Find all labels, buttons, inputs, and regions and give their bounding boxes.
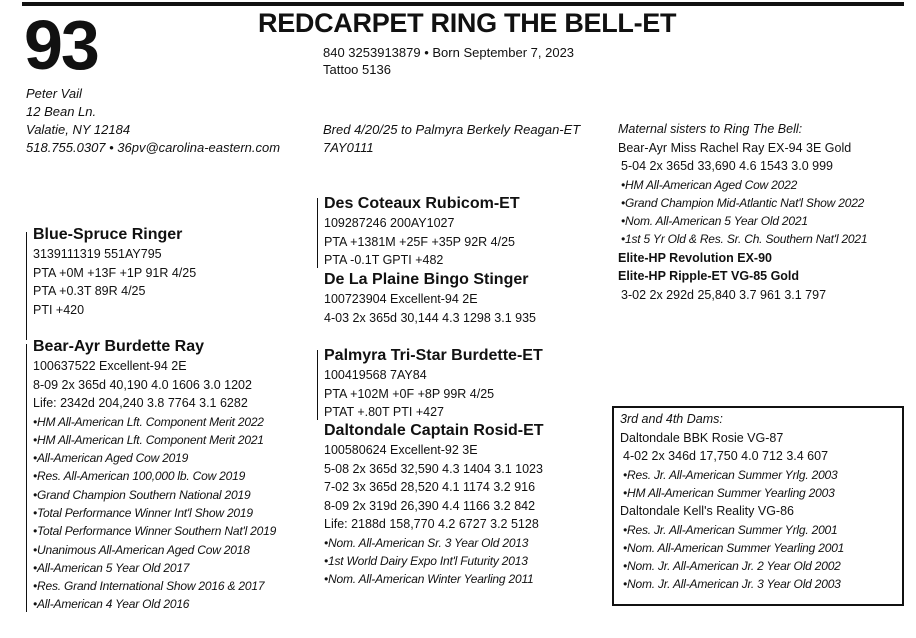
dam-sire-line: PTAT +.80T PTI +427 (324, 405, 444, 419)
dam-honor: •Res. Grand International Show 2016 & 2017 (33, 579, 265, 594)
reg-line: 840 3253913879 • Born September 7, 2023 (323, 45, 575, 60)
sire-dam-name: De La Plaine Bingo Stinger (324, 271, 529, 288)
dam-dam-line: 100580624 Excellent-92 3E (324, 443, 478, 457)
dams-box-content (620, 410, 844, 594)
dam-sire-bracket (317, 350, 318, 420)
dam-line: 100637522 Excellent-94 2E (33, 359, 187, 373)
consignor-address: 12 Bean Ln. (26, 104, 97, 119)
dam-line: 8-09 2x 365d 40,190 4.0 1606 3.0 1202 (33, 377, 252, 392)
sire-block (33, 225, 196, 319)
dam-honor: •HM All-American Lft. Component Merit 2022 (33, 414, 264, 429)
sister-honor: •Nom. All-American 5 Year Old 2021 (621, 214, 808, 229)
dam4-name: Daltondale Kell's Reality VG-86 (620, 504, 794, 519)
dam-dam-block (324, 421, 544, 588)
dam-dam-honor: •1st World Dairy Expo Int'l Futurity 2013 (324, 553, 528, 568)
dam-dam-honor: •Nom. All-American Winter Yearling 2011 (324, 572, 534, 587)
dam-sire-name: Palmyra Tri-Star Burdette-ET (324, 347, 543, 364)
dam-honor: •Unanimous All-American Aged Cow 2018 (33, 542, 250, 557)
animal-title: REDCARPET RING THE BELL-ET (258, 8, 677, 38)
consignor-name: Peter Vail (26, 86, 82, 101)
lot-number: 93 (24, 6, 98, 84)
sire-bracket (26, 232, 27, 340)
sire-dam-line: 4-03 2x 365d 30,144 4.3 1298 3.1 935 (324, 310, 536, 325)
sister-honor: •HM All-American Aged Cow 2022 (621, 177, 798, 192)
dam-name: Bear-Ayr Burdette Ray (33, 338, 205, 355)
dam-sire-line: PTA +102M +0F +8P 99R 4/25 (324, 386, 495, 401)
dam-dam-line: 7-02 3x 365d 28,520 4.1 1174 3.2 916 (324, 480, 536, 494)
sire-line: PTA +0M +13F +1P 91R 4/25 (33, 265, 197, 280)
dam-honor: •All-American Aged Cow 2019 (33, 451, 189, 466)
bred-code: 7AY0111 (323, 140, 374, 155)
sire-name: Blue-Spruce Ringer (33, 226, 183, 243)
dam-honor: •HM All-American Lft. Component Merit 2021 (33, 432, 264, 447)
sire-dam-block (324, 270, 536, 327)
dam3-honor: •HM All-American Summer Yearling 2003 (623, 485, 835, 500)
sire-sire-line: 109287246 200AY1027 (324, 216, 455, 230)
dam4-honor: •Nom. All-American Summer Yearling 2001 (623, 540, 845, 555)
maternal-sisters (618, 120, 867, 304)
sire-sire-line: PTA +1381M +25F +35P 92R 4/25 (324, 234, 515, 249)
sire-sire-bracket (317, 198, 318, 268)
dam3-record: 4-02 2x 346d 17,750 4.0 712 3.4 607 (623, 449, 829, 463)
dam-honor: •Total Performance Winner Southern Nat'l 2019 (33, 524, 277, 539)
dam-honor: •Res. All-American 100,000 lb. Cow 2019 (33, 469, 246, 484)
dams-box-heading: 3rd and 4th Dams: (620, 412, 723, 426)
sire-dam-line: 100723904 Excellent-94 2E (324, 292, 478, 306)
registration-info (323, 44, 574, 78)
sisters-heading: Maternal sisters to Ring The Bell: (618, 122, 803, 136)
top-rule (22, 2, 904, 6)
dam3-name: Daltondale BBK Rosie VG-87 (620, 430, 784, 445)
dam-honor: •All-American 5 Year Old 2017 (33, 560, 190, 575)
sister-record: 3-02 2x 292d 25,840 3.7 961 3.1 797 (621, 287, 827, 302)
dam-honor: •All-American 4 Year Old 2016 (33, 597, 190, 612)
dam-dam-honor: •Nom. All-American Sr. 3 Year Old 2013 (324, 535, 529, 550)
sister-name: Elite-HP Revolution EX-90 (618, 250, 772, 265)
dam-line: Life: 2342d 204,240 3.8 7764 3.1 6282 (33, 396, 248, 410)
tattoo: Tattoo 5136 (323, 62, 391, 77)
sister-name: Elite-HP Ripple-ET VG-85 Gold (618, 269, 800, 284)
sire-sire-block (324, 194, 520, 270)
dam-honor: •Grand Champion Southern National 2019 (33, 487, 251, 502)
sister-honor: •1st 5 Yr Old & Res. Sr. Ch. Southern Nat'l 2021 (621, 232, 868, 247)
sire-line: PTA +0.3T 89R 4/25 (33, 284, 146, 298)
dam4-honor: •Res. Jr. All-American Summer Yrlg. 2001 (623, 522, 838, 537)
sire-line: PTI +420 (33, 302, 85, 317)
dam3-honor: •Res. Jr. All-American Summer Yrlg. 2003 (623, 467, 838, 482)
sister-name: Bear-Ayr Miss Rachel Ray EX-94 3E Gold (618, 140, 852, 155)
consignor-contact: 518.755.0307 • 36pv@carolina-eastern.com (26, 140, 281, 155)
dam-sire-line: 100419568 7AY84 (324, 368, 427, 382)
dam-bracket (26, 344, 27, 612)
dam-sire-block (324, 346, 543, 422)
dam-dam-name: Daltondale Captain Rosid-ET (324, 422, 544, 439)
consignor (26, 85, 280, 157)
dam4-honor: •Nom. Jr. All-American Jr. 2 Year Old 2002 (623, 559, 841, 574)
dam-honor: •Total Performance Winner Int'l Show 2019 (33, 505, 253, 520)
dam-dam-line: 8-09 2x 319d 26,390 4.4 1166 3.2 842 (324, 498, 536, 513)
sire-sire-name: Des Coteaux Rubicom-ET (324, 195, 520, 212)
dam-dam-line: 5-08 2x 365d 32,590 4.3 1404 3.1 1023 (324, 461, 543, 476)
dam-block (33, 337, 276, 614)
sire-line: 3139111319 551AY795 (33, 247, 162, 261)
sister-record: 5-04 2x 365d 33,690 4.6 1543 3.0 999 (621, 159, 833, 173)
bred-info (323, 121, 580, 157)
dam4-honor: •Nom. Jr. All-American Jr. 3 Year Old 2003 (623, 577, 841, 592)
sire-sire-line: PTA -0.1T GPTI +482 (324, 253, 444, 267)
sister-honor: •Grand Champion Mid-Atlantic Nat'l Show 2022 (621, 195, 865, 210)
consignor-city: Valatie, NY 12184 (26, 122, 131, 137)
dam-dam-line: Life: 2188d 158,770 4.2 6727 3.2 5128 (324, 517, 539, 531)
bred-line: Bred 4/20/25 to Palmyra Berkely Reagan-ET (323, 122, 581, 137)
